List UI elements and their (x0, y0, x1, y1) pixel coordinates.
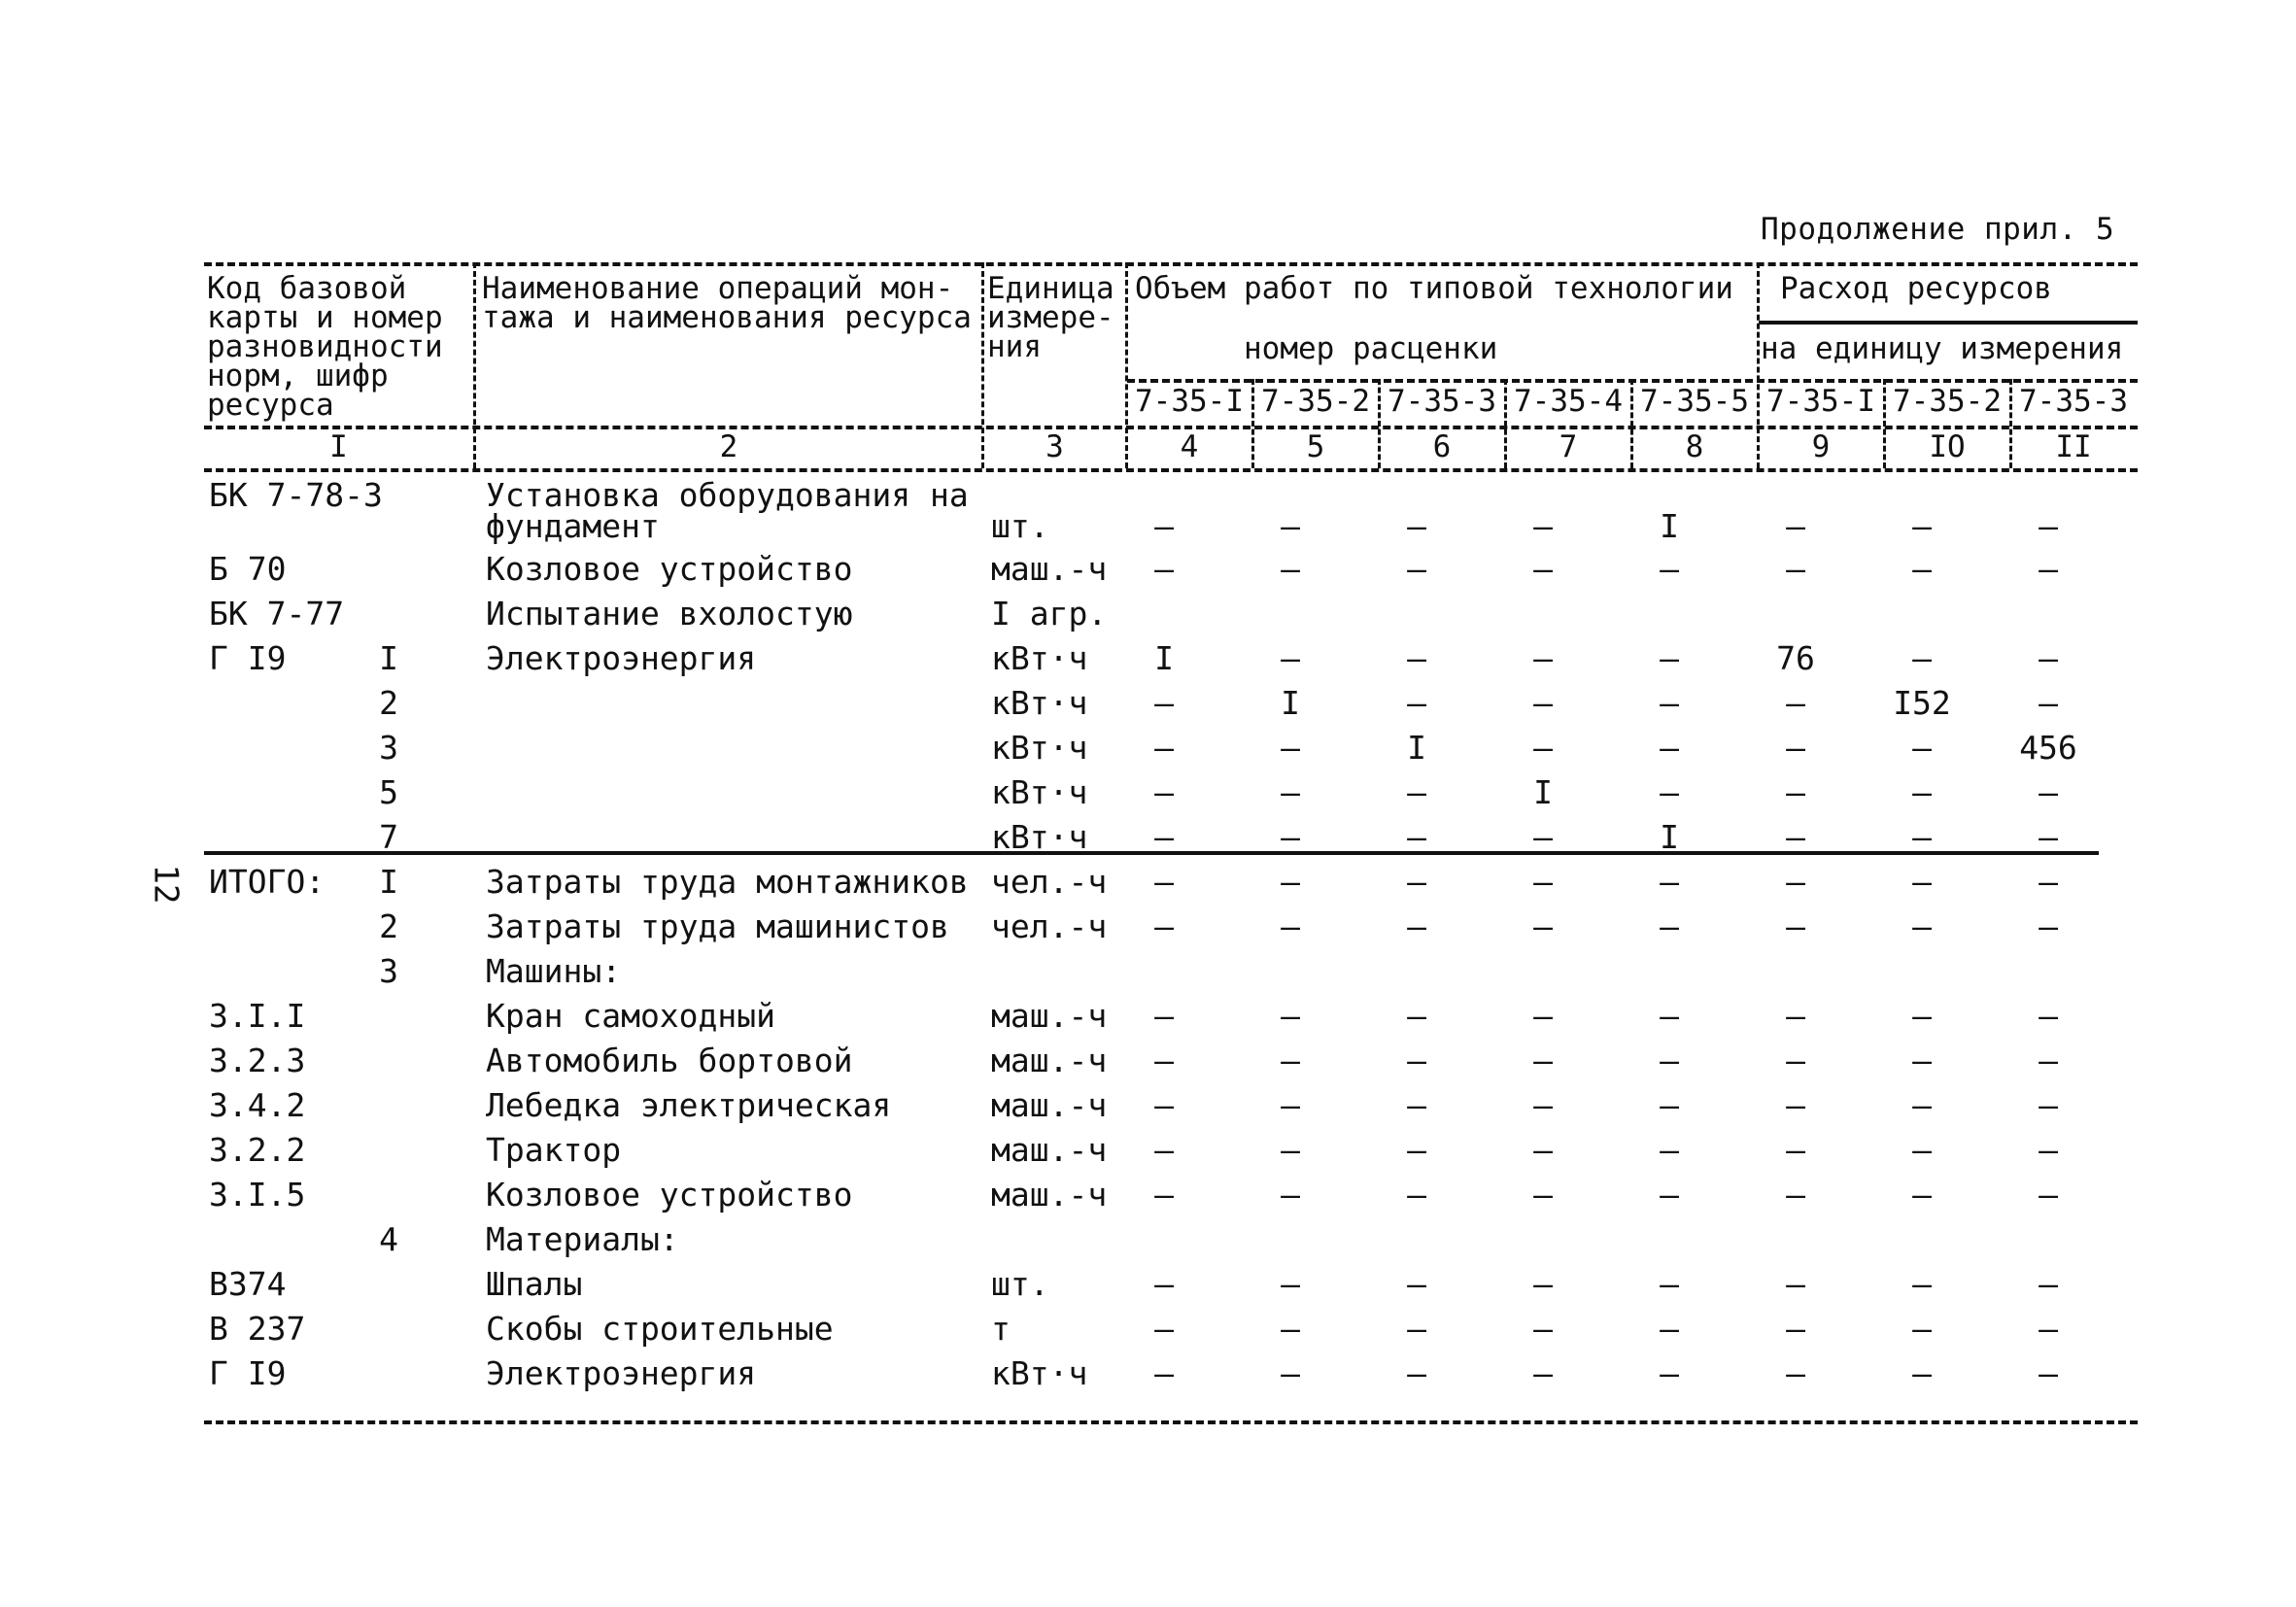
value-cell: – (1154, 773, 1174, 811)
value-cell: – (1660, 773, 1679, 811)
resources-subheader-rule (1759, 321, 2138, 325)
value-cell: – (1533, 1265, 1553, 1303)
value-cell: – (1407, 1354, 1426, 1392)
value-cell: – (1786, 863, 1805, 901)
rate-code: 7-35-4 (1514, 384, 1623, 419)
value-cell: I (1281, 684, 1300, 722)
operation-name: Кран самоходный (486, 997, 776, 1035)
value-cell: – (1912, 1176, 1932, 1214)
value-cell: – (1660, 1131, 1679, 1169)
table-top-rule (204, 262, 2138, 266)
resource-code: 3.2.3 (209, 1042, 306, 1079)
value-cell: I (1660, 818, 1679, 856)
value-cell: – (1281, 1176, 1300, 1214)
value-cell: – (1154, 507, 1174, 545)
column-number: 7 (1559, 429, 1578, 464)
value-cell: – (2039, 1086, 2058, 1124)
unit-of-measure: кВт·ч (991, 729, 1088, 767)
header-rate-number: номер расценки (1244, 331, 1498, 366)
resource-code: Б 70 (209, 550, 287, 588)
operation-name: Испытание вхолостую (486, 595, 853, 633)
variant-number: 3 (379, 729, 398, 767)
value-cell: – (1533, 1086, 1553, 1124)
table-row (0, 863, 2296, 906)
variant-number: 3 (379, 952, 398, 990)
value-cell: – (1281, 1354, 1300, 1392)
resource-code: В 237 (209, 1310, 306, 1348)
value-cell: – (1533, 550, 1553, 588)
operation-name: Автомобиль бортовой (486, 1042, 853, 1079)
value-cell: – (1533, 1131, 1553, 1169)
variant-number: 2 (379, 684, 398, 722)
variant-number: 7 (379, 818, 398, 856)
value-cell: – (1660, 1354, 1679, 1392)
unit-of-measure: маш.-ч (991, 1131, 1108, 1169)
value-cell: – (1660, 550, 1679, 588)
value-cell: – (1281, 507, 1300, 545)
value-cell: – (1533, 507, 1553, 545)
operation-name: Электроэнергия (486, 639, 757, 677)
header-volume: Объем работ по типовой технологии (1135, 271, 1733, 306)
value-cell: – (1281, 773, 1300, 811)
operation-name: Затраты труда монтажников (486, 863, 969, 901)
value-cell: – (2039, 863, 2058, 901)
column-number: 6 (1432, 429, 1452, 464)
resource-code: В374 (209, 1265, 287, 1303)
value-cell: – (1281, 863, 1300, 901)
table-row (0, 1220, 2296, 1263)
table-row (0, 1176, 2296, 1218)
rate-code: 7-35-5 (1640, 384, 1749, 419)
value-cell: – (1786, 907, 1805, 945)
resource-code: Г I9 (209, 1354, 287, 1392)
value-cell: – (2039, 1354, 2058, 1392)
resource-code: 3.2.2 (209, 1131, 306, 1169)
value-cell: – (1660, 684, 1679, 722)
value-cell: I (1660, 507, 1679, 545)
value-cell: – (1154, 907, 1174, 945)
value-cell: – (2039, 773, 2058, 811)
value-cell: – (2039, 507, 2058, 545)
value-cell: – (1912, 1131, 1932, 1169)
value-cell: – (1912, 729, 1932, 767)
unit-of-measure: кВт·ч (991, 1354, 1088, 1392)
value-cell: – (1660, 639, 1679, 677)
value-cell: – (1407, 1042, 1426, 1079)
rate-code: 7-35-I (1766, 384, 1875, 419)
value-cell: – (1786, 507, 1805, 545)
value-cell: – (1533, 1042, 1553, 1079)
value-cell: – (1912, 1265, 1932, 1303)
column-number: 5 (1306, 429, 1325, 464)
operation-name: Трактор (486, 1131, 622, 1169)
value-cell: – (1660, 1310, 1679, 1348)
value-cell: – (2039, 1131, 2058, 1169)
table-bottom-rule (204, 1420, 2138, 1424)
value-cell: I (1533, 773, 1553, 811)
value-cell: – (1281, 550, 1300, 588)
resource-code: 3.I.5 (209, 1176, 306, 1214)
value-cell: – (1533, 863, 1553, 901)
value-cell: – (1912, 773, 1932, 811)
table-row (0, 1265, 2296, 1308)
value-cell: – (1660, 863, 1679, 901)
resource-code: БК 7-77 (209, 595, 345, 633)
table-row (0, 507, 2296, 550)
value-cell: – (1154, 1131, 1174, 1169)
table-row (0, 1131, 2296, 1174)
table-row (0, 1310, 2296, 1352)
value-cell: – (1912, 639, 1932, 677)
value-cell: – (1407, 773, 1426, 811)
value-cell: – (1407, 1131, 1426, 1169)
column-number: 9 (1811, 429, 1831, 464)
unit-of-measure: кВт·ч (991, 684, 1088, 722)
unit-of-measure: чел.-ч (991, 907, 1108, 945)
column-number: I (329, 429, 348, 464)
value-cell: – (2039, 907, 2058, 945)
operation-name: Машины: (486, 952, 622, 990)
value-cell: – (2039, 1176, 2058, 1214)
header-col1: Код базовой карты и номер разновидности норм, шифр ресурса (207, 271, 443, 423)
value-cell: – (1786, 997, 1805, 1035)
unit-of-measure: маш.-ч (991, 997, 1108, 1035)
value-cell: – (2039, 1042, 2058, 1079)
unit-of-measure: маш.-ч (991, 1042, 1108, 1079)
unit-of-measure: I агр. (991, 595, 1108, 633)
value-cell: – (1912, 1042, 1932, 1079)
unit-of-measure: кВт·ч (991, 773, 1088, 811)
column-number: 3 (1045, 429, 1064, 464)
header-col3: Единица измере- ния (987, 271, 1114, 364)
variant-number: 5 (379, 773, 398, 811)
table-row (0, 684, 2296, 727)
value-cell: I (1407, 729, 1426, 767)
table-row (0, 1042, 2296, 1084)
value-cell: – (1660, 907, 1679, 945)
table-row (0, 595, 2296, 637)
value-cell: – (1407, 818, 1426, 856)
operation-name: Материалы: (486, 1220, 679, 1258)
value-cell: – (1154, 997, 1174, 1035)
value-cell: – (1786, 773, 1805, 811)
resource-code: 3.4.2 (209, 1086, 306, 1124)
operation-name: фундамент (486, 507, 660, 545)
operation-name: Затраты труда машинистов (486, 907, 949, 945)
unit-of-measure: кВт·ч (991, 639, 1088, 677)
table-row (0, 639, 2296, 682)
resource-code: Г I9 (209, 639, 287, 677)
value-cell: – (1407, 550, 1426, 588)
value-cell: – (1660, 1086, 1679, 1124)
value-cell: – (1786, 1354, 1805, 1392)
value-cell: – (1660, 1042, 1679, 1079)
value-cell: – (1407, 1176, 1426, 1214)
value-cell: – (1154, 550, 1174, 588)
table-row (0, 997, 2296, 1040)
numbers-bottom-rule (204, 468, 2138, 472)
value-cell: – (2039, 684, 2058, 722)
rate-code: 7-35-I (1135, 384, 1244, 419)
value-cell: – (1912, 818, 1932, 856)
value-cell: – (1912, 1310, 1932, 1348)
header-resources: Расход ресурсов (1780, 271, 2052, 306)
value-cell: – (1154, 818, 1174, 856)
value-cell: – (1407, 1310, 1426, 1348)
page-number: 12 (146, 864, 186, 905)
value-cell: – (1912, 907, 1932, 945)
value-cell: – (1912, 1354, 1932, 1392)
table-row (0, 773, 2296, 816)
value-cell: – (1786, 1086, 1805, 1124)
operation-name: Козловое устройство (486, 1176, 853, 1214)
value-cell: – (1533, 729, 1553, 767)
value-cell: – (1407, 863, 1426, 901)
operation-name: Лебедка электрическая (486, 1086, 892, 1124)
column-number: 8 (1685, 429, 1704, 464)
value-cell: – (1912, 550, 1932, 588)
resource-code: БК 7-78-3 (209, 476, 383, 514)
table-row (0, 818, 2296, 861)
value-cell: – (1154, 684, 1174, 722)
value-cell: – (1786, 550, 1805, 588)
value-cell: – (1281, 639, 1300, 677)
header-col2: Наименование операций мон- тажа и наименования ресурса (482, 271, 972, 335)
value-cell: – (1533, 818, 1553, 856)
value-cell: – (1281, 1086, 1300, 1124)
value-cell: – (1154, 1265, 1174, 1303)
value-cell: – (2039, 997, 2058, 1035)
value-cell: – (2039, 1310, 2058, 1348)
value-cell: – (2039, 639, 2058, 677)
rate-code: 7-35-2 (1893, 384, 2002, 419)
resource-code: 3.I.I (209, 997, 306, 1035)
value-cell: I (1154, 639, 1174, 677)
operation-name: Козловое устройство (486, 550, 853, 588)
value-cell: – (1533, 1176, 1553, 1214)
unit-of-measure: чел.-ч (991, 863, 1108, 901)
rate-code: 7-35-3 (2019, 384, 2128, 419)
value-cell: – (1533, 1354, 1553, 1392)
value-cell: – (1407, 907, 1426, 945)
value-cell: I52 (1893, 684, 1951, 722)
value-cell: – (1407, 997, 1426, 1035)
value-cell: – (1786, 1310, 1805, 1348)
value-cell: – (1407, 684, 1426, 722)
continuation-note: Продолжение прил. 5 (1761, 212, 2115, 247)
column-number: 2 (719, 429, 738, 464)
operation-name: Скобы строительные (486, 1310, 834, 1348)
variant-number: I (379, 863, 398, 901)
value-cell: – (1786, 684, 1805, 722)
table-row (0, 952, 2296, 995)
header-per-unit: на единицу измерения (1761, 331, 2124, 366)
value-cell: – (2039, 1265, 2058, 1303)
value-cell: – (1786, 1265, 1805, 1303)
value-cell: – (2039, 818, 2058, 856)
operation-name: Установка оборудования на (486, 476, 969, 514)
value-cell: – (1786, 1176, 1805, 1214)
value-cell: – (1281, 1131, 1300, 1169)
value-cell: – (1786, 818, 1805, 856)
value-cell: – (1912, 997, 1932, 1035)
value-cell: – (1281, 1310, 1300, 1348)
value-cell: – (1154, 729, 1174, 767)
unit-of-measure: маш.-ч (991, 1176, 1108, 1214)
unit-of-measure: кВт·ч (991, 818, 1088, 856)
variant-number: 4 (379, 1220, 398, 1258)
rate-code: 7-35-3 (1388, 384, 1496, 419)
variant-number: I (379, 639, 398, 677)
unit-of-measure: маш.-ч (991, 550, 1108, 588)
value-cell: – (1281, 729, 1300, 767)
unit-of-measure: маш.-ч (991, 1086, 1108, 1124)
value-cell: 456 (2019, 729, 2077, 767)
value-cell: – (1786, 729, 1805, 767)
value-cell: – (1533, 639, 1553, 677)
table-row (0, 729, 2296, 771)
column-number: II (2055, 429, 2092, 464)
value-cell: – (1912, 507, 1932, 545)
unit-of-measure: т (991, 1310, 1011, 1348)
unit-of-measure: шт. (991, 507, 1049, 545)
value-cell: – (1533, 684, 1553, 722)
column-number: IO (1929, 429, 1966, 464)
resource-code: ИТОГО: (209, 863, 326, 901)
value-cell: – (1154, 1042, 1174, 1079)
value-cell: – (1912, 1086, 1932, 1124)
value-cell: – (1281, 1265, 1300, 1303)
unit-of-measure: шт. (991, 1265, 1049, 1303)
value-cell: – (1660, 729, 1679, 767)
value-cell: – (1533, 1310, 1553, 1348)
value-cell: – (1281, 997, 1300, 1035)
value-cell: – (1281, 1042, 1300, 1079)
operation-name: Электроэнергия (486, 1354, 757, 1392)
value-cell: – (1407, 1265, 1426, 1303)
value-cell: – (1407, 507, 1426, 545)
table-row (0, 550, 2296, 593)
variant-number: 2 (379, 907, 398, 945)
value-cell: – (1533, 997, 1553, 1035)
value-cell: – (1407, 639, 1426, 677)
column-number: 4 (1180, 429, 1199, 464)
value-cell: – (1154, 1086, 1174, 1124)
value-cell: – (1786, 1042, 1805, 1079)
value-cell: – (1660, 1265, 1679, 1303)
value-cell: – (1281, 818, 1300, 856)
value-cell: – (1281, 907, 1300, 945)
value-cell: – (1154, 1354, 1174, 1392)
value-cell: 76 (1776, 639, 1815, 677)
value-cell: – (1154, 1176, 1174, 1214)
value-cell: – (1154, 863, 1174, 901)
value-cell: – (1786, 1131, 1805, 1169)
value-cell: – (2039, 550, 2058, 588)
value-cell: – (1912, 863, 1932, 901)
table-row (0, 1086, 2296, 1129)
value-cell: – (1533, 907, 1553, 945)
table-row (0, 1354, 2296, 1397)
value-cell: – (1154, 1310, 1174, 1348)
rate-code: 7-35-2 (1261, 384, 1370, 419)
value-cell: – (1660, 1176, 1679, 1214)
value-cell: – (1407, 1086, 1426, 1124)
table-row (0, 907, 2296, 950)
value-cell: – (1660, 997, 1679, 1035)
operation-name: Шпалы (486, 1265, 583, 1303)
